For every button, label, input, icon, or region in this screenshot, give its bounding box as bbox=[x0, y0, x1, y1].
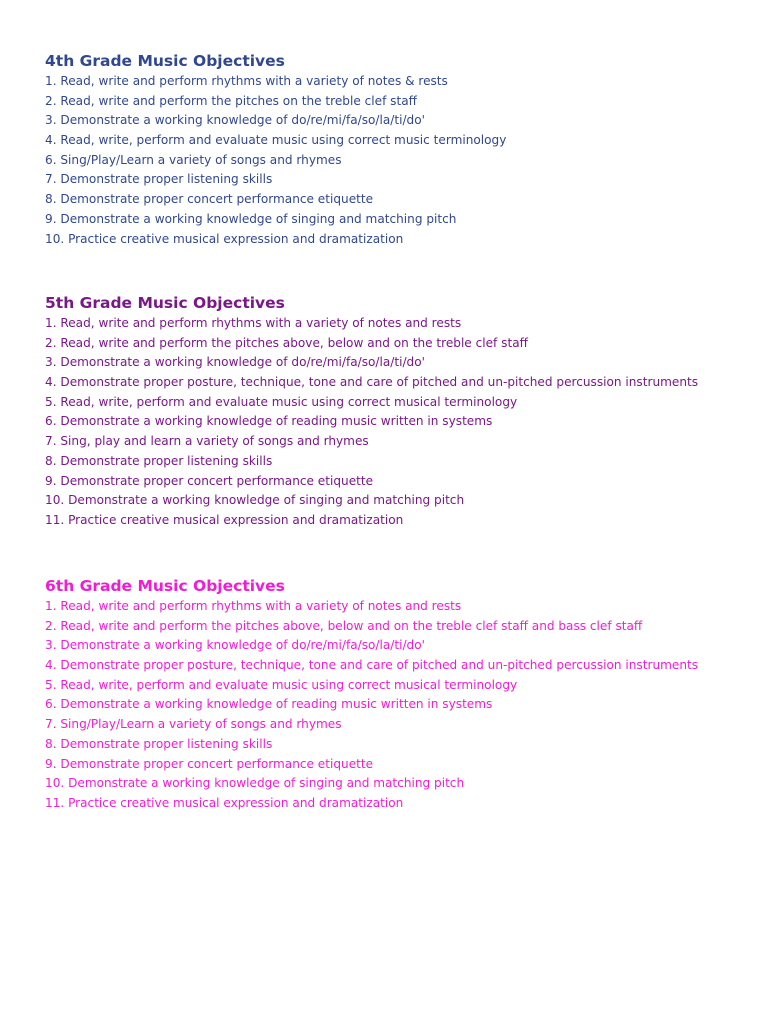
objective-item: 3. Demonstrate a working knowledge of do/re/mi/fa/so/la/ti/do' bbox=[45, 355, 425, 370]
objective-item: 10. Practice creative musical expression and dramatization bbox=[45, 231, 404, 246]
objective-item: 6. Demonstrate a working knowledge of reading music written in systems bbox=[45, 414, 493, 429]
grade-5-heading: 5th Grade Music Objectives bbox=[45, 294, 285, 312]
objective-item: 7. Sing/Play/Learn a variety of songs and rhymes bbox=[45, 717, 342, 732]
objective-item: 1. Read, write and perform rhythms with a variety of notes & rests bbox=[45, 74, 448, 88]
objective-item: 4. Demonstrate proper posture, technique, tone and care of pitched and un-pitched percussion instruments bbox=[45, 658, 699, 673]
objective-item: 3. Demonstrate a working knowledge of do/re/mi/fa/so/la/ti/do' bbox=[45, 638, 425, 653]
grade-4-heading: 4th Grade Music Objectives bbox=[45, 52, 285, 70]
grade-4-section bbox=[45, 50, 758, 249]
objective-item: 1. Read, write and perform rhythms with a variety of notes and rests bbox=[45, 599, 462, 613]
objective-item: 6. Demonstrate a working knowledge of reading music written in systems bbox=[45, 697, 493, 712]
objective-item: 5. Read, write, perform and evaluate music using correct musical terminology bbox=[45, 394, 518, 409]
objective-item: 9. Demonstrate a working knowledge of singing and matching pitch bbox=[45, 211, 457, 226]
objective-item: 3. Demonstrate a working knowledge of do/re/mi/fa/so/la/ti/do' bbox=[45, 113, 425, 128]
objective-item: 8. Demonstrate proper listening skills bbox=[45, 736, 273, 751]
objective-item: 8. Demonstrate proper concert performance etiquette bbox=[45, 192, 374, 207]
objective-item: 4. Read, write, perform and evaluate music using correct music terminology bbox=[45, 133, 507, 148]
grade-4-objectives-list bbox=[45, 72, 758, 249]
objective-item: 7. Demonstrate proper listening skills bbox=[45, 172, 273, 187]
grade-6-objectives-list bbox=[45, 597, 758, 814]
objective-item: 8. Demonstrate proper listening skills bbox=[45, 453, 273, 468]
objective-item: 4. Demonstrate proper posture, technique, tone and care of pitched and un-pitched percussion instruments bbox=[45, 375, 699, 390]
grade-6-heading: 6th Grade Music Objectives bbox=[45, 577, 285, 595]
objective-item: 11. Practice creative musical expression and dramatization bbox=[45, 795, 404, 810]
objective-item: 9. Demonstrate proper concert performance etiquette bbox=[45, 756, 374, 771]
objective-item: 5. Read, write, perform and evaluate music using correct musical terminology bbox=[45, 677, 518, 692]
objective-item: 2. Read, write and perform the pitches above, below and on the treble clef staff and bass clef staff bbox=[45, 618, 643, 633]
objective-item: 10. Demonstrate a working knowledge of singing and matching pitch bbox=[45, 493, 465, 508]
objective-item: 1. Read, write and perform rhythms with a variety of notes and rests bbox=[45, 316, 462, 330]
objective-item: 9. Demonstrate proper concert performance etiquette bbox=[45, 473, 374, 488]
objective-item: 6. Sing/Play/Learn a variety of songs and rhymes bbox=[45, 152, 342, 167]
grade-6-section bbox=[45, 575, 758, 814]
objective-item: 7. Sing, play and learn a variety of songs and rhymes bbox=[45, 434, 369, 449]
grade-5-section bbox=[45, 292, 758, 531]
objective-item: 11. Practice creative musical expression and dramatization bbox=[45, 512, 404, 527]
objective-item: 2. Read, write and perform the pitches on the treble clef staff bbox=[45, 93, 417, 108]
grade-5-objectives-list bbox=[45, 314, 758, 531]
objective-item: 10. Demonstrate a working knowledge of singing and matching pitch bbox=[45, 776, 465, 791]
objective-item: 2. Read, write and perform the pitches above, below and on the treble clef staff bbox=[45, 335, 528, 350]
